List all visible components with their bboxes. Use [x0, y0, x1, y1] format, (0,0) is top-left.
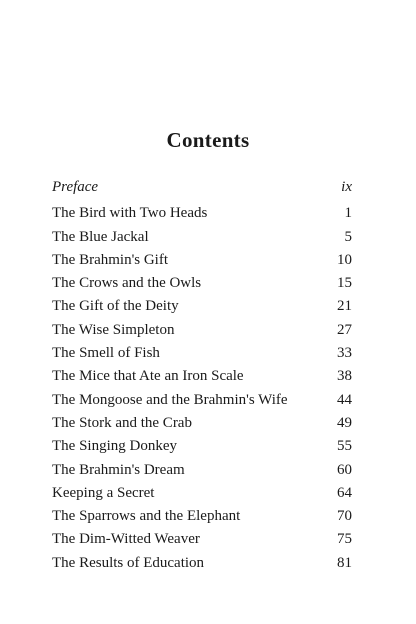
- toc-entry-page: 64: [337, 484, 352, 501]
- toc-entry-title: Preface: [52, 179, 99, 195]
- toc-entry: [52, 319, 352, 342]
- toc-entry: [52, 482, 352, 505]
- toc-entry-page: 60: [337, 461, 352, 478]
- toc-entry-page: 70: [337, 508, 352, 525]
- toc-entry-title: The Wise Simpleton: [52, 321, 175, 338]
- toc-entry-title: The Brahmin's Gift: [52, 251, 169, 268]
- toc-entry: [52, 342, 352, 365]
- toc-entry-page: 1: [344, 205, 352, 222]
- toc-entry-page: 15: [337, 275, 352, 292]
- toc-entry-title: The Blue Jackal: [52, 228, 149, 245]
- toc-entry-page: 27: [337, 321, 352, 338]
- toc-entry-title: Keeping a Secret: [52, 484, 155, 501]
- toc-entry: [52, 249, 352, 272]
- toc-entry-page: 5: [344, 228, 352, 245]
- toc-entry-page: 44: [337, 391, 352, 408]
- toc-entry-page: 38: [337, 368, 352, 385]
- toc-entry-page: 75: [337, 531, 352, 548]
- toc-entry-title: The Smell of Fish: [52, 345, 160, 362]
- toc-entry: [52, 505, 352, 528]
- toc-entry: [52, 528, 352, 551]
- toc-entry-title: The Crows and the Owls: [52, 275, 202, 292]
- toc-entry: [52, 365, 352, 388]
- toc-entry: [52, 226, 352, 249]
- toc-entry-title: The Mongoose and the Brahmin's Wife: [52, 391, 288, 408]
- page-title: Contents: [166, 128, 250, 152]
- toc-entry-title: The Sparrows and the Elephant: [52, 508, 241, 525]
- table-of-contents: [52, 176, 352, 575]
- toc-entry-page: 49: [337, 414, 352, 431]
- toc-entry-page: 10: [337, 251, 352, 268]
- toc-entry-page: ix: [341, 179, 352, 195]
- toc-entry: [52, 389, 352, 412]
- toc-entry-title: The Mice that Ate an Iron Scale: [52, 368, 244, 385]
- toc-entry-page: 21: [337, 298, 352, 315]
- toc-entry: [52, 459, 352, 482]
- toc-entry: [52, 295, 352, 318]
- toc-entry-page: 81: [337, 554, 352, 571]
- toc-entry: [52, 202, 352, 225]
- toc-entry: [52, 435, 352, 458]
- toc-entry-title: The Results of Education: [52, 554, 205, 571]
- toc-entry-title: The Singing Donkey: [52, 438, 177, 455]
- toc-entry-title: The Dim-Witted Weaver: [52, 531, 200, 548]
- toc-entry-page: 55: [337, 438, 352, 455]
- toc-entry-title: The Brahmin's Dream: [52, 461, 185, 478]
- toc-entry-title: The Stork and the Crab: [52, 414, 192, 431]
- toc-entry-title: The Bird with Two Heads: [52, 205, 208, 222]
- toc-entry: [52, 272, 352, 295]
- toc-entry-page: 33: [337, 345, 352, 362]
- toc-entry-preface: [52, 176, 352, 199]
- toc-entry-title: The Gift of the Deity: [52, 298, 179, 315]
- toc-entry: [52, 552, 352, 575]
- toc-entry: [52, 412, 352, 435]
